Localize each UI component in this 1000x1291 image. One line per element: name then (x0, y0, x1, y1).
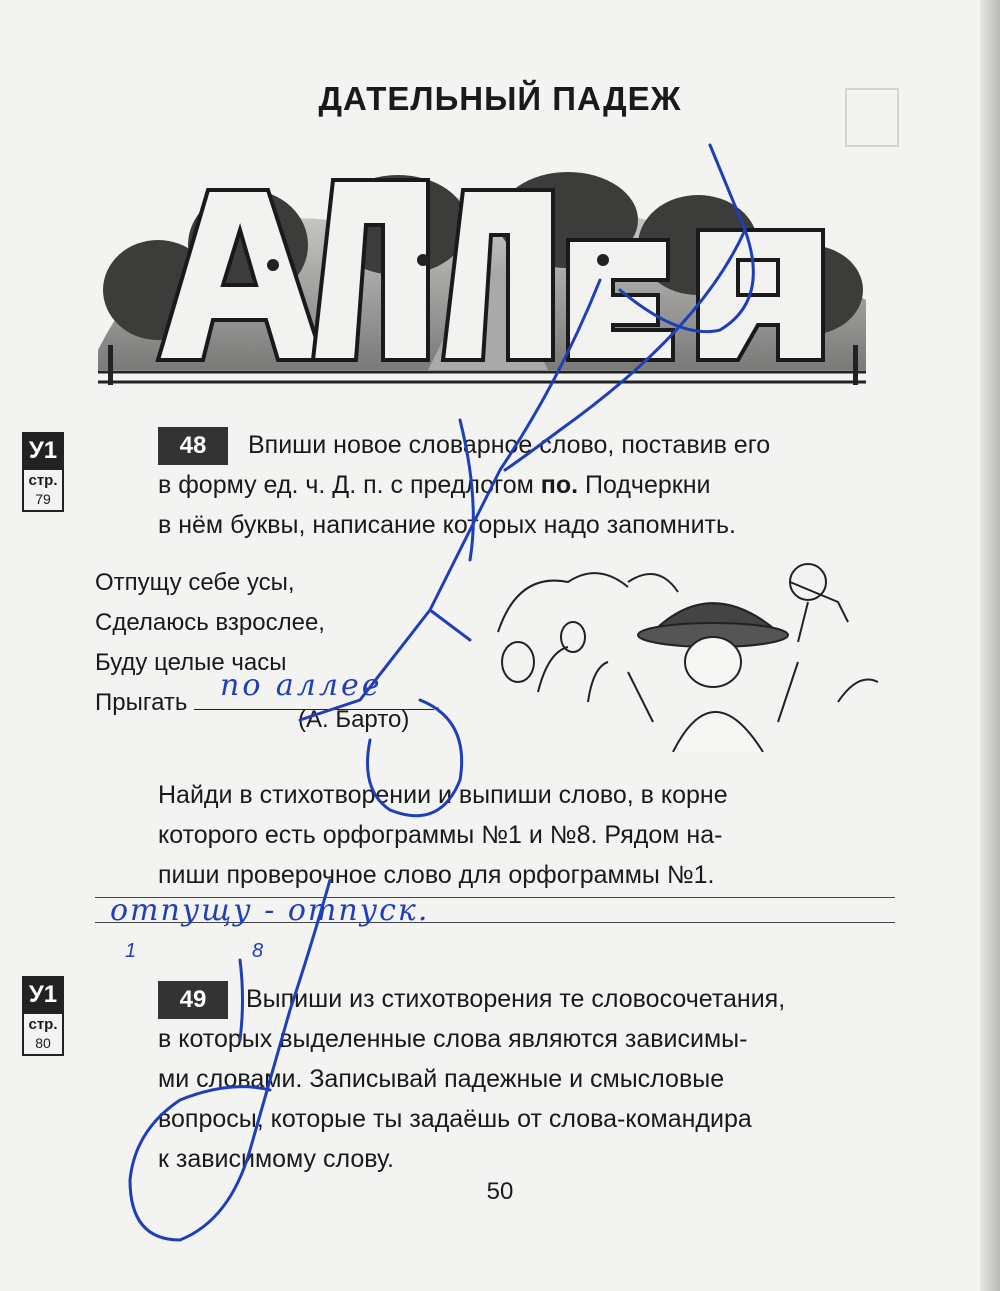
poem-line-4: Прыгать . (95, 683, 441, 723)
poem-author: (А. Барто) (298, 706, 410, 733)
poem-line-2: Сделаюсь взрослее, (95, 609, 325, 636)
task-49-line-1: Выпиши из стихотворения те словосочетания, (246, 985, 786, 1013)
orthogram-mark-8: 8 (252, 940, 264, 962)
boy-with-hat-illustration (478, 552, 888, 752)
poem-line-3: Буду целые часы (95, 649, 287, 676)
task-48-line-2: в форму ед. ч. Д. п. с предлогом по. Подчеркни (158, 471, 711, 499)
poem-line-1: Отпущу себе усы, (95, 569, 295, 596)
alley-banner-illustration (98, 150, 866, 390)
find-word-line-3: пиши проверочное слово для орфограммы №1. (158, 861, 715, 889)
task-48-instruction (158, 425, 896, 545)
task-49-line-4: вопросы, которые ты задаёшь от слова-командира (158, 1105, 752, 1133)
page-reference-label: стр. (28, 472, 58, 489)
page-reference-number: 80 (35, 1035, 51, 1051)
find-word-line-1: Найди в стихотворении и выпиши слово, в корне (158, 781, 728, 809)
task-48-line-1: Впиши новое словарное слово, поставив его (248, 431, 771, 459)
task-49-side-badge (22, 976, 64, 1056)
orthogram-mark-1: 1 (125, 940, 137, 962)
find-word-line-2: которого есть орфограммы №1 и №8. Рядом на- (158, 821, 723, 849)
level-badge: У1 (22, 976, 64, 1014)
find-word-instruction (158, 775, 896, 895)
page-reference (22, 470, 64, 512)
level-badge: У1 (22, 432, 64, 470)
task-49-line-2: в которых выделенные слова являются зависимы- (158, 1025, 748, 1053)
handwritten-answer-2: отпущу - отпуск. (110, 893, 430, 928)
task-48-line-3: в нём буквы, написание которых надо запомнить. (158, 511, 736, 539)
task-number-48: 48 (158, 427, 228, 465)
preposition-highlight: по. (540, 471, 579, 499)
page-reference (22, 1014, 64, 1056)
task-49-instruction (158, 979, 896, 1179)
page-edge-shadow (980, 0, 1000, 1291)
task-49-line-3: ми словами. Записывай падежные и смысловые (158, 1065, 725, 1093)
page-reference-label: стр. (28, 1016, 58, 1033)
page-number: 50 (486, 1178, 514, 1205)
task-49-line-5: к зависимому слову. (158, 1145, 394, 1173)
task-48-side-badge (22, 432, 64, 512)
page-reference-number: 79 (35, 491, 51, 507)
task-number-49: 49 (158, 981, 228, 1019)
page-title: ДАТЕЛЬНЫЙ ПАДЕЖ (318, 80, 682, 117)
handwritten-answer-1: по аллее (220, 668, 383, 703)
